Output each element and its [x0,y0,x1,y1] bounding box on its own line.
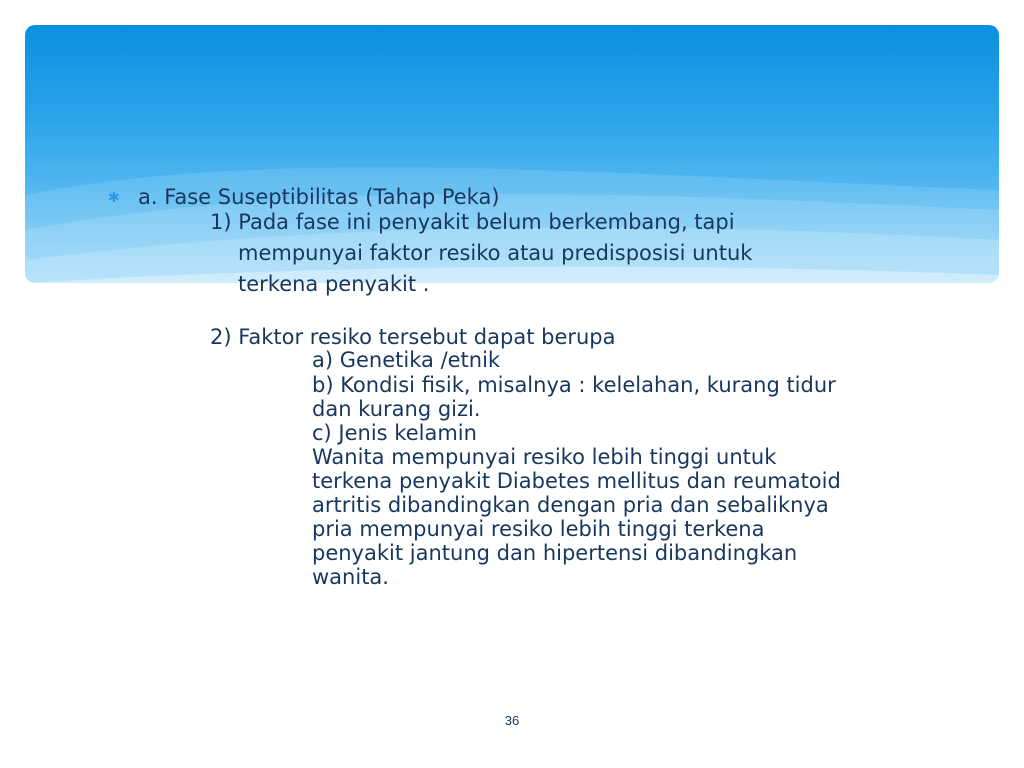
point2-item-a: a) Genetika /etnik [312,348,501,372]
point2-item-b-line2: dan kurang gizi. [312,397,481,421]
point2-item-c: c) Jenis kelamin [312,421,477,445]
point2-c-desc-line: Wanita mempunyai resiko lebih tinggi untuk [312,445,777,469]
point1-line2: mempunyai faktor resiko atau predisposisi untuk [238,241,753,265]
point1-line3: terkena penyakit . [238,272,430,296]
page-number: 36 [504,713,520,728]
point2-c-desc-line: pria mempunyai resiko lebih tinggi terkena [312,517,765,541]
point2-item-b-line1: b) Kondisi fisik, misalnya : kelelahan, kurang tidur [312,373,836,397]
asterisk-bullet-icon: ✱ [108,190,120,206]
point1-line1: 1) Pada fase ini penyakit belum berkembang, tapi [210,210,735,234]
point2-c-desc-line: terkena penyakit Diabetes mellitus dan reumatoid [312,469,841,493]
section-heading: a. Fase Suseptibilitas (Tahap Peka) [138,185,500,209]
point2-c-desc-line: artritis dibandingkan dengan pria dan sebaliknya [312,493,829,517]
point2-c-desc-line: penyakit jantung dan hipertensi dibandingkan [312,541,798,565]
point2-title: 2) Faktor resiko tersebut dapat berupa [210,325,616,349]
point2-c-desc-line: wanita. [312,565,389,589]
